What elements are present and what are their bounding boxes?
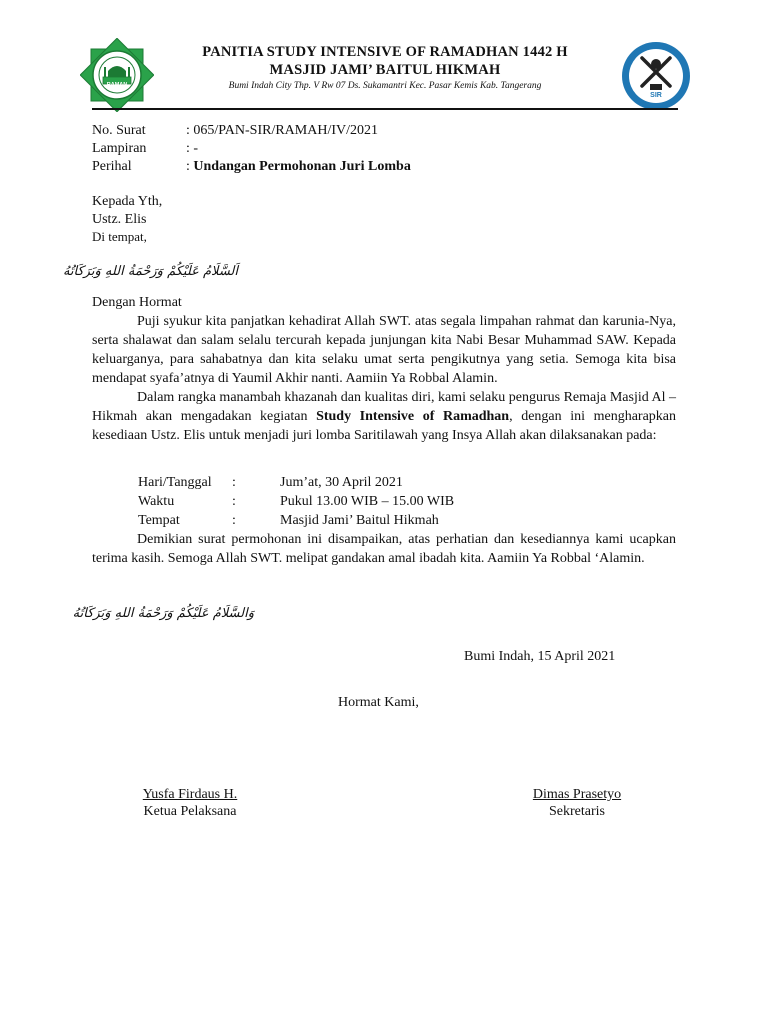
schedule-date-colon: : — [232, 475, 236, 490]
subject-line — [186, 158, 411, 176]
remaja-masjid-logo — [80, 38, 154, 112]
sir-logo — [620, 40, 692, 112]
subject-value: Undangan Permohonan Juri Lomba — [193, 159, 411, 174]
invitation-text-end: , dengan ini mengharapkan kesediaan Ustz. Elis untuk menjadi juri lomba Saritilawah yang Insya Allah akan dilaksanakan pada: — [92, 409, 676, 443]
hormat-kami: Hormat Kami, — [338, 695, 419, 710]
letter-number-label: No. Surat — [92, 123, 146, 138]
signatory-right-name: Dimas Prasetyo — [532, 787, 622, 802]
schedule-place-label: Tempat — [138, 513, 180, 528]
invitation-text-start: Dalam rangka manambah khazanah dan kualitas diri, kami selaku pengurus Remaja Masjid Al – Hikmah akan mengadakan kegiatan — [92, 390, 676, 424]
letter-body — [92, 312, 676, 445]
paragraph-gratitude: Puji syukur kita panjatkan kehadirat Allah SWT. atas segala limpahan rahmat dan karunia-Nya, serta shalawat dan salam selalu tercurah kepada junjungan kita Nabi Besar Muhammad SAW. Kepada keluarganya, para sahabatnya dan kita selaku umat serta pengikutnya yang setia. Semoga kita bisa mendapat syafa’atnya di Yaumil Akhir nanti. Aamiin Ya Robbal Alamin. — [92, 314, 676, 386]
schedule-place-colon: : — [232, 513, 236, 528]
signatory-left-name: Yusfa Firdaus H. — [142, 787, 238, 802]
recipient-salutation: Kepada Yth, — [92, 194, 163, 209]
paragraph-closing: Demikian surat permohonan ini disampaikan, atas perhatian dan kesediannya kami ucapkan terima kasih. Semoga Allah SWT. melipat gandakan amal ibadah kita. Aamiin Ya Robbal ‘Alamin. — [92, 532, 676, 566]
schedule-date-value: Jum’at, 30 April 2021 — [280, 475, 403, 490]
recipient-name: Ustz. Elis — [92, 212, 147, 227]
arabic-greeting: اَلسَّلَامُ عَلَيْكُمْ وَرَحْمَةُ اللهِ وَبَرَكَاتُهُ — [62, 264, 238, 279]
left-logo-text: RAMAN — [106, 82, 128, 88]
arabic-closing: وَالسَّلَامُ عَلَيْكُمْ وَرَحْمَةُ اللهِ وَبَرَكَاتُهُ — [72, 606, 254, 621]
recipient-place: Di tempat, — [92, 229, 147, 244]
attachment-value: : - — [186, 141, 199, 156]
place-date: Bumi Indah, 15 April 2021 — [464, 649, 616, 664]
opening-greeting: Dengan Hormat — [92, 295, 182, 310]
event-name: Study Intensive of Ramadhan — [316, 409, 510, 424]
header-address: Bumi Indah City Thp. V Rw 07 Ds. Sukamantri Kec. Pasar Kemis Kab. Tangerang — [228, 81, 542, 91]
closing-body — [92, 530, 676, 568]
schedule-time-colon: : — [232, 494, 236, 509]
header-title-mosque: MASJID JAMI’ BAITUL HIKMAH — [269, 62, 501, 78]
subject-label: Perihal — [92, 159, 132, 174]
subject-colon: : — [186, 159, 194, 174]
schedule-date-label: Hari/Tanggal — [138, 475, 212, 490]
signatory-left-role: Ketua Pelaksana — [143, 804, 237, 819]
attachment-label: Lampiran — [92, 141, 147, 156]
signatory-right-role: Sekretaris — [549, 804, 605, 819]
right-logo-text: SIR — [650, 92, 662, 99]
paragraph-invitation — [92, 388, 676, 445]
schedule-time-label: Waktu — [138, 494, 175, 509]
header-title-committee: PANITIA STUDY INTENSIVE OF RAMADHAN 1442 H — [202, 44, 568, 60]
header-divider — [92, 108, 678, 110]
letter-number-value: : 065/PAN-SIR/RAMAH/IV/2021 — [186, 123, 379, 138]
schedule-place-value: Masjid Jami’ Baitul Hikmah — [280, 513, 439, 528]
schedule-time-value: Pukul 13.00 WIB – 15.00 WIB — [280, 494, 455, 509]
